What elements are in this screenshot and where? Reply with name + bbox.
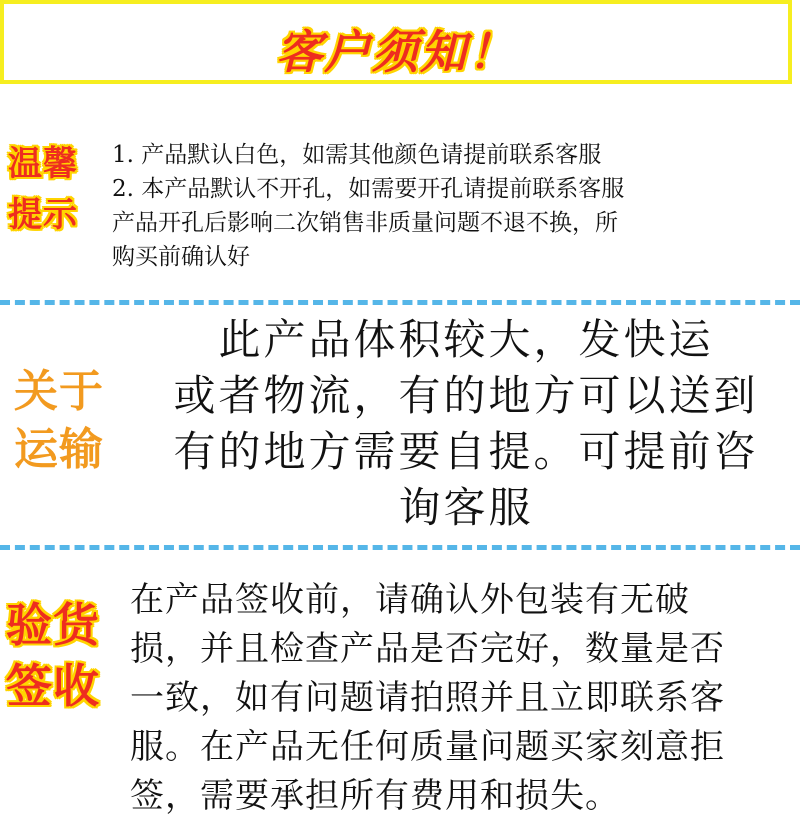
inspection-text [130, 576, 800, 821]
inspection-line: 签，需要承担所有费用和损失。 [130, 776, 620, 816]
tips-label [8, 146, 78, 235]
tips-line: 2. 本产品默认不开孔，如需要开孔请提前联系客服 [112, 176, 625, 202]
inspection-label-line: 签收 [6, 658, 100, 713]
inspection-line: 在产品签收前，请确认外包装有无破 [130, 580, 690, 620]
tips-line: 产品开孔后影响二次销售非质量问题不退不换，所 [112, 210, 618, 236]
shipping-label-line: 关于 [14, 366, 104, 417]
shipping-line: 此产品体积较大，发快运 [218, 315, 714, 364]
tips-line: 1. 产品默认白色，如需其他颜色请提前联系客服 [112, 142, 602, 168]
shipping-line: 或者物流，有的地方可以送到 [173, 371, 759, 420]
shipping-line: 询客服 [398, 483, 534, 532]
inspection-label [6, 600, 100, 711]
inspection-line: 损，并且检查产品是否完好，数量是否 [130, 629, 725, 669]
shipping-label-line: 运输 [14, 424, 104, 476]
section-divider [0, 300, 800, 305]
inspection-line: 一致，如有问题请拍照并且立即联系客 [130, 678, 725, 718]
shipping-label [14, 368, 104, 475]
inspection-label-line: 验货 [6, 598, 100, 652]
tips-label-line: 温馨 [8, 144, 78, 184]
inspection-line: 服。在产品无任何质量问题买家刻意拒 [130, 727, 725, 767]
shipping-line: 有的地方需要自提。可提前咨 [173, 427, 759, 476]
tips-line: 购买前确认好 [112, 244, 250, 270]
notice-banner [0, 0, 792, 84]
tips-text [112, 138, 800, 274]
section-divider [0, 545, 800, 550]
tips-label-line: 提示 [8, 195, 78, 236]
banner-title: 客户须知！ [276, 25, 516, 79]
shipping-text [132, 312, 800, 536]
